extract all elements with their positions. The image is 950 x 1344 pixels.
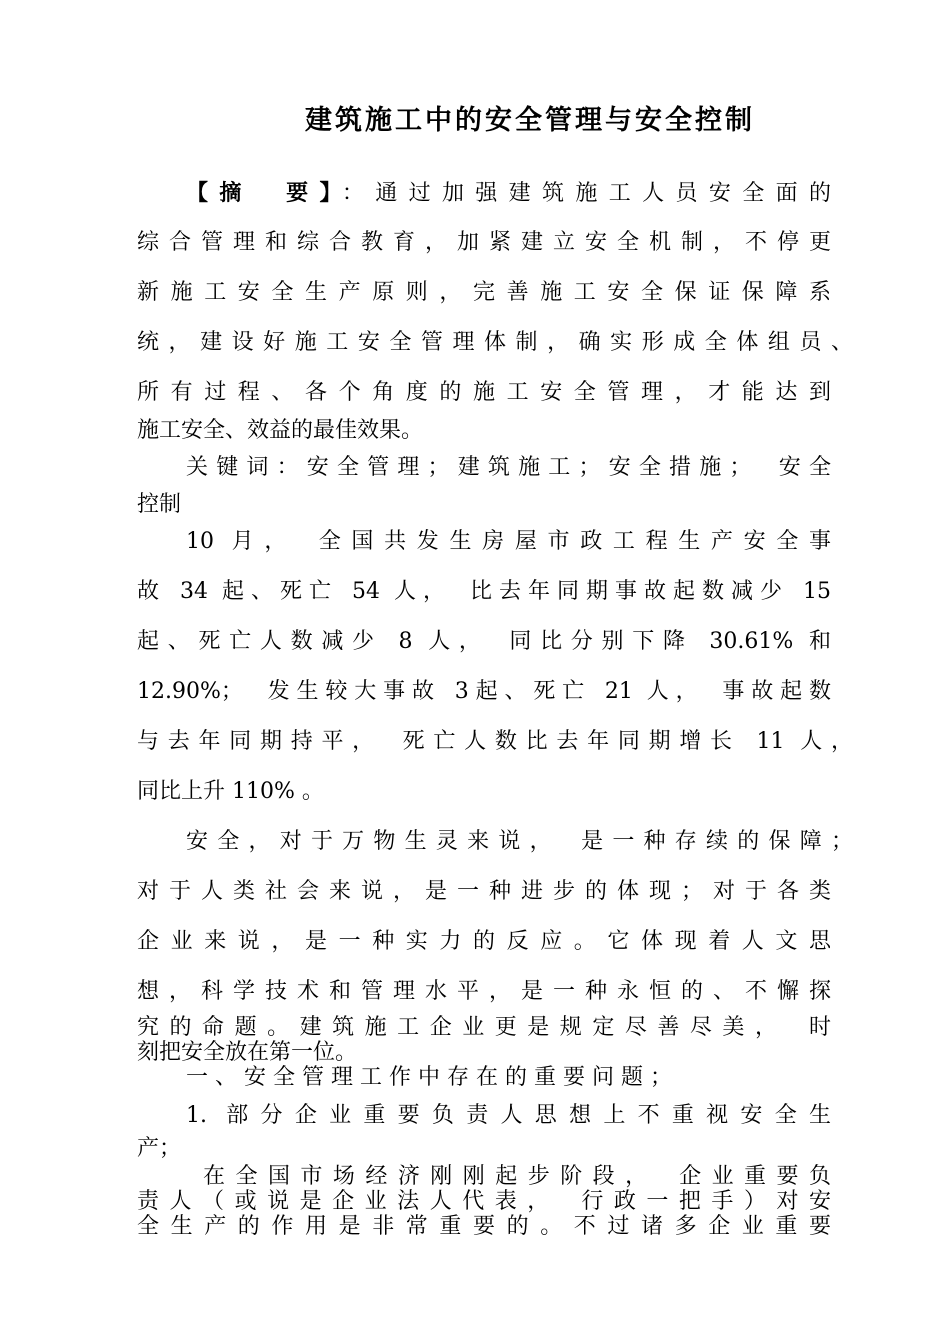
abstract-line: 综合管理和综合教育，加紧建立安全机制，不停更 <box>137 230 831 255</box>
keywords-line: 控制 <box>137 492 182 517</box>
body-line: 究的命题。建筑施工企业更是规定尽善尽美， 时 <box>137 1015 831 1040</box>
list-item: 1. 部分企业重要负责人思想上不重视安全生 <box>186 1103 831 1128</box>
abstract-line: 【摘 要】：通过加强建筑施工人员安全面的 <box>186 180 831 206</box>
stats-line: 同比上升 110% 。 <box>137 779 324 804</box>
body-line: 企业来说，是一种实力的反应。它体现着人文思 <box>137 929 831 954</box>
abstract-line: 新施工安全生产原则，完善施工安全保证保障系 <box>137 280 831 305</box>
stats-line: 与去年同期持平， 死亡人数比去年同期增长 11 人， <box>137 729 853 754</box>
stats-line: 故 34 起、死亡 54 人， 比去年同期事故起数减少 15 <box>137 579 831 604</box>
body-line: 责人（或说是企业法人代表， 行政一把手）对安 <box>137 1189 831 1214</box>
abstract-label: 【摘 要】 <box>186 180 342 206</box>
section-heading: 一、安全管理工作中存在的重要问题； <box>186 1065 680 1090</box>
abstract-line: 施工安全、效益的最佳效果。 <box>137 418 424 443</box>
stats-line: 起、死亡人数减少 8 人， 同比分别下降 30.61% 和 <box>137 629 831 654</box>
body-line: 对于人类社会来说，是一种进步的体现；对于各类 <box>137 879 831 904</box>
body-line: 全生产的作用是非常重要的。不过诸多企业重要 <box>137 1214 831 1239</box>
stats-line: 10 月， 全国共发生房屋市政工程生产安全事 <box>186 529 831 554</box>
body-line: 安全，对于万物生灵来说， 是一种存续的保障； <box>186 829 853 854</box>
stats-line: 12.90%； 发生较大事故 3起、死亡 21 人， 事故起数 <box>137 679 831 704</box>
list-item: 产； <box>137 1136 182 1161</box>
body-line: 刻把安全放在第一位。 <box>137 1040 358 1065</box>
keywords-line: 关键词：安全管理；建筑施工；安全措施； 安全 <box>186 455 831 480</box>
abstract-line: 统，建设好施工安全管理体制，确实形成全体组员、 <box>137 330 853 355</box>
abstract-line: 所有过程、各个角度的施工安全管理，才能达到 <box>137 380 831 405</box>
document-title: 建筑施工中的安全管理与安全控制 <box>305 105 755 136</box>
body-line: 在全国市场经济刚刚起步阶段， 企业重要负 <box>203 1164 831 1189</box>
body-line: 想，科学技术和管理水平，是一种永恒的、不懈探 <box>137 979 831 1004</box>
